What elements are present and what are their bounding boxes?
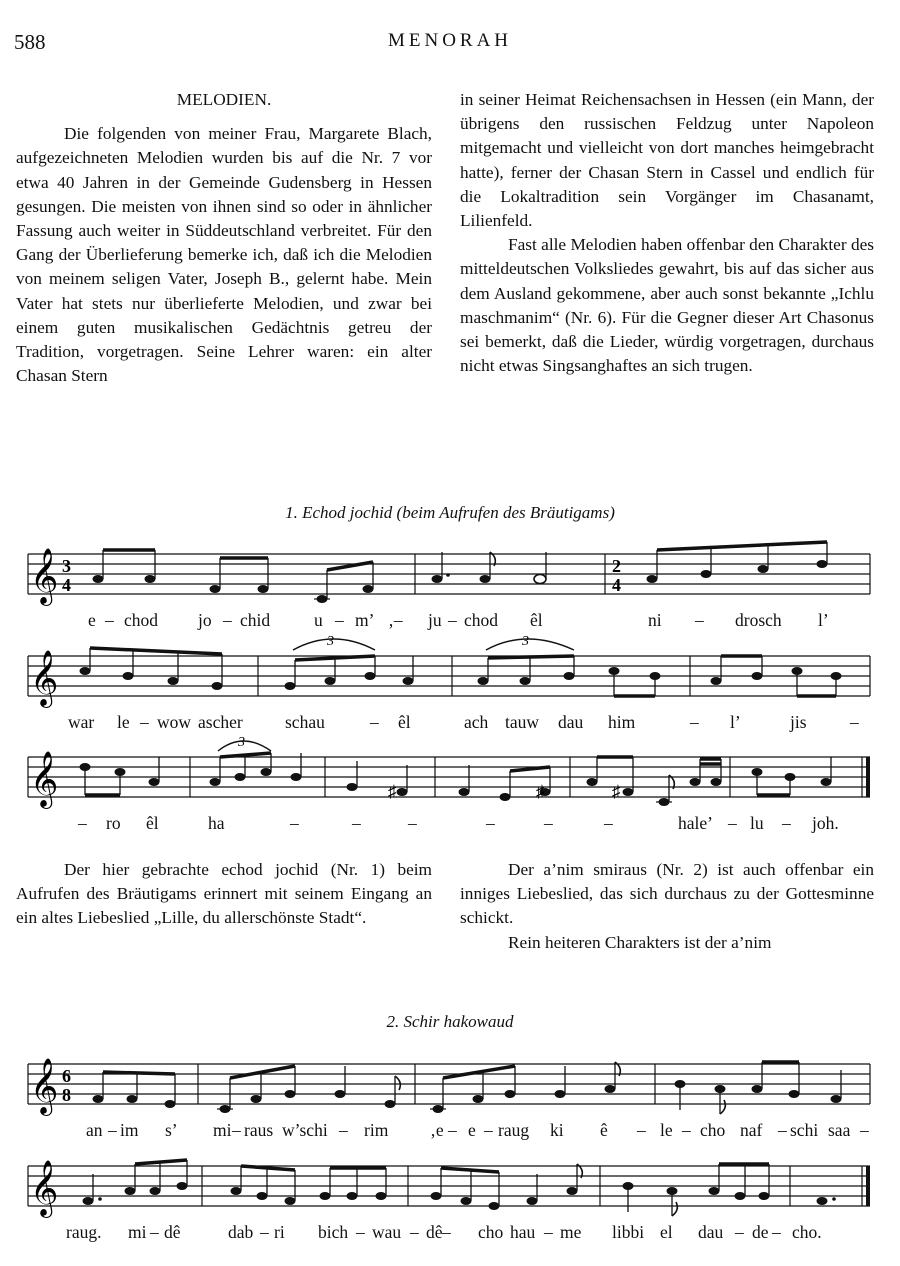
lyric-syllable: wau xyxy=(372,1222,402,1242)
lyric-syllable: – xyxy=(290,813,299,833)
note-head xyxy=(500,793,511,801)
triplet-mark: 3 xyxy=(522,634,529,649)
lyric-syllable: m’ xyxy=(355,610,375,630)
note-head xyxy=(285,1197,296,1205)
treble-clef-icon: 𝄞 xyxy=(30,548,59,604)
note-head xyxy=(235,773,246,781)
lyric-syllable: – xyxy=(370,712,379,732)
final-barline xyxy=(866,1166,870,1206)
note-head xyxy=(432,575,443,583)
note-head xyxy=(752,1085,763,1093)
page-header xyxy=(14,30,886,60)
time-signature-top: 2 xyxy=(612,556,621,576)
lyric-syllable: – xyxy=(637,1120,646,1140)
lyric-syllable: tauw xyxy=(505,712,540,732)
lyric-syllable: cho. xyxy=(792,1222,822,1242)
note-head xyxy=(291,773,302,781)
lyric-syllable: ri xyxy=(274,1222,285,1242)
intro-paragraph-continued: in seiner Heimat Reichensachsen in Hessen (ein Mann, der übrigens den russischen Feldzug unter Napoleon mitgemacht und vielleicht von dort manches heimgebracht hatte), ferner der Chasan Stern in Cassel und endlich für die Lokaltradition sein Vorgänger im Chasanamt, Lilienfeld. xyxy=(460,90,874,231)
note-head xyxy=(587,778,598,786)
lyric-syllable: ach xyxy=(464,712,489,732)
note-head xyxy=(251,1095,262,1103)
staff-mark xyxy=(657,542,827,550)
lyric-syllable: joh. xyxy=(812,813,839,833)
note-head xyxy=(473,1095,484,1103)
lyric-syllable: ni xyxy=(648,610,662,630)
time-signature-top: 6 xyxy=(62,1066,71,1086)
note-head xyxy=(177,1182,188,1190)
lyric-syllable: – xyxy=(352,813,361,833)
slur-or-flag xyxy=(672,1202,677,1216)
intro-paragraph-2: Fast alle Melodien haben offenbar den Charakter des mitteldeutschen Volksliedes gewahrt, bis auf das sicher aus dem Ausland gekommene, aber auch sonst bekannte „Ichlu maschmanim“ (Nr. 6). Für die Gegner dieser Art Chasonus sei bemerkt, daß die Lieder, würdig vorgetragen, durchaus nicht etwas Singsanghaftes an sich trugen. xyxy=(460,235,874,376)
note-head xyxy=(564,672,575,680)
lyric-syllable: ‚– xyxy=(388,610,403,630)
note-head xyxy=(459,788,470,796)
lyric-syllable: – xyxy=(356,1222,365,1242)
lyric-syllable: êl xyxy=(146,813,159,833)
triplet-mark: 3 xyxy=(238,735,245,750)
lyric-syllable: – xyxy=(442,1222,451,1242)
staff-mark xyxy=(135,1160,187,1164)
lyric-syllable: – xyxy=(140,712,149,732)
lyric-syllable: – xyxy=(339,1120,348,1140)
note-head xyxy=(125,1187,136,1195)
lyric-syllable: el xyxy=(660,1222,673,1242)
note-head xyxy=(489,1202,500,1210)
staff-mark xyxy=(327,562,373,570)
note-head xyxy=(93,1095,104,1103)
note-head xyxy=(150,1187,161,1195)
lyric-syllable: w’schi xyxy=(282,1120,328,1140)
note-head xyxy=(690,778,701,786)
lyric-syllable: schi xyxy=(790,1120,819,1140)
note-head xyxy=(711,778,722,786)
treble-clef-icon: 𝄞 xyxy=(30,650,59,706)
staff-mark xyxy=(441,1168,499,1172)
lyric-syllable: dab xyxy=(228,1222,254,1242)
slur-or-flag xyxy=(720,1100,725,1114)
note-head xyxy=(478,677,489,685)
section-title: MELODIEN. xyxy=(176,90,272,109)
text-between-right xyxy=(460,858,874,955)
lyric-syllable: – xyxy=(78,813,87,833)
note-head xyxy=(759,1192,770,1200)
lyric-syllable: naf xyxy=(740,1120,763,1140)
lyric-syllable: êl xyxy=(398,712,411,732)
lyric-syllable: jis xyxy=(790,712,807,732)
lyric-syllable: raus xyxy=(244,1120,274,1140)
lyric-syllable: drosch xyxy=(735,610,782,630)
lyric-syllable: – xyxy=(682,1120,691,1140)
treble-clef-icon: 𝄞 xyxy=(30,1058,59,1114)
lyric-syllable: – xyxy=(860,1120,869,1140)
note-head xyxy=(347,1192,358,1200)
melody-2-lyrics-2 xyxy=(0,1222,900,1248)
lyric-syllable: im xyxy=(120,1120,139,1140)
intro-left-column xyxy=(16,88,432,388)
lyric-syllable: – xyxy=(772,1222,781,1242)
lyric-syllable: – xyxy=(850,712,859,732)
lyric-syllable: bich xyxy=(318,1222,349,1242)
note-head xyxy=(789,1090,800,1098)
lyric-syllable: êl xyxy=(530,610,543,630)
lyric-syllable: l’ xyxy=(818,610,829,630)
note-head xyxy=(709,1187,720,1195)
lyric-syllable: saa xyxy=(828,1120,851,1140)
slur-or-flag xyxy=(486,639,574,650)
lyric-syllable: dê xyxy=(164,1222,181,1242)
slur-or-flag xyxy=(293,639,375,650)
lyric-syllable: schau xyxy=(285,712,325,732)
melody-1-title: 1. Echod jochid (beim Aufrufen des Bräutigams) xyxy=(285,503,615,522)
note-head xyxy=(149,778,160,786)
time-signature-bottom: 4 xyxy=(62,575,71,595)
time-signature-bottom: 8 xyxy=(62,1085,71,1105)
staff-mark xyxy=(230,1066,295,1078)
lyric-syllable: ascher xyxy=(198,712,243,732)
staff-mark xyxy=(90,648,222,654)
melody-1-system-3 xyxy=(0,733,900,853)
lyric-syllable: – xyxy=(728,813,737,833)
lyric-syllable: cho xyxy=(700,1120,726,1140)
lyric-syllable: e xyxy=(468,1120,476,1140)
note-head xyxy=(831,1095,842,1103)
lyric-syllable: ro xyxy=(106,813,121,833)
note-head xyxy=(817,560,828,568)
lyric-syllable: – xyxy=(448,610,457,630)
lyric-syllable: me xyxy=(560,1222,582,1242)
lyric-syllable: raug. xyxy=(66,1222,102,1242)
note-head xyxy=(376,1192,387,1200)
note-head xyxy=(711,677,722,685)
note-head xyxy=(752,672,763,680)
note-head xyxy=(210,585,221,593)
note-head xyxy=(555,1090,566,1098)
melody-2-title: 2. Schir hakowaud xyxy=(386,1012,514,1031)
treble-clef-icon: 𝄞 xyxy=(30,1160,59,1216)
note-head xyxy=(397,788,408,796)
note-head xyxy=(285,1090,296,1098)
lyric-syllable: – xyxy=(150,1222,159,1242)
melody-1-lyrics-3 xyxy=(0,813,900,839)
note-head xyxy=(605,1085,616,1093)
paragraph: Rein heiteren Charakters ist der a’nim xyxy=(508,932,772,952)
note-head xyxy=(261,768,272,776)
lyric-syllable: – xyxy=(690,712,699,732)
lyric-syllable: – xyxy=(260,1222,269,1242)
lyric-syllable: – xyxy=(335,610,344,630)
note-head xyxy=(257,1192,268,1200)
final-barline xyxy=(866,757,870,797)
lyric-syllable: lu xyxy=(750,813,764,833)
lyric-syllable: chod xyxy=(124,610,159,630)
note-head xyxy=(127,1095,138,1103)
staff-mark xyxy=(103,1072,175,1074)
lyric-syllable: – xyxy=(105,610,114,630)
lyric-syllable: – xyxy=(544,1222,553,1242)
note-head xyxy=(505,1090,516,1098)
lyric-syllable: l’ xyxy=(730,712,741,732)
augmentation-dot xyxy=(832,1197,836,1201)
note-head xyxy=(821,778,832,786)
lyric-syllable: e xyxy=(88,610,96,630)
note-head xyxy=(231,1187,242,1195)
lyric-syllable: hau xyxy=(510,1222,536,1242)
note-head xyxy=(385,1100,396,1108)
note-head xyxy=(480,575,491,583)
lyric-syllable: – xyxy=(232,1120,241,1140)
lyric-syllable: – xyxy=(695,610,704,630)
sharp-icon: ♯ xyxy=(612,782,621,801)
note-head xyxy=(461,1197,472,1205)
lyric-syllable: – xyxy=(604,813,613,833)
lyric-syllable: ju xyxy=(428,610,442,630)
running-head: MENORAH xyxy=(387,30,513,51)
sharp-icon: ♯ xyxy=(536,782,545,801)
triplet-mark: 3 xyxy=(327,634,334,649)
lyric-syllable: – xyxy=(223,610,232,630)
paragraph: Der a’nim smiraus (Nr. 2) ist auch offenbar ein inniges Liebeslied, das sich durchaus zu der Gottesminne schickt. xyxy=(460,860,874,928)
lyric-syllable: dê xyxy=(426,1222,443,1242)
note-head xyxy=(735,1192,746,1200)
note-head xyxy=(365,672,376,680)
lyric-syllable: mi xyxy=(128,1222,147,1242)
note-head xyxy=(758,565,769,573)
lyric-syllable: jo xyxy=(198,610,212,630)
lyric-syllable: – xyxy=(410,1222,419,1242)
note-head xyxy=(431,1192,442,1200)
lyric-syllable: an xyxy=(86,1120,103,1140)
augmentation-dot xyxy=(446,573,450,577)
lyric-syllable: – xyxy=(735,1222,744,1242)
note-head xyxy=(212,682,223,690)
note-head xyxy=(83,1197,94,1205)
note-head xyxy=(258,585,269,593)
note-head xyxy=(168,677,179,685)
note-head xyxy=(285,682,296,690)
staff-mark xyxy=(488,656,574,658)
lyric-syllable: hale’ xyxy=(678,813,713,833)
note-head xyxy=(347,783,358,791)
note-head xyxy=(363,585,374,593)
lyric-syllable: le xyxy=(117,712,130,732)
sharp-icon: ♯ xyxy=(388,782,397,801)
note-head xyxy=(123,672,134,680)
lyric-syllable: him xyxy=(608,712,636,732)
lyric-syllable: – xyxy=(778,1120,787,1140)
lyric-syllable: – xyxy=(544,813,553,833)
lyric-syllable: s’ xyxy=(165,1120,178,1140)
lyric-syllable: ‚e xyxy=(430,1120,444,1140)
lyric-syllable: – xyxy=(108,1120,117,1140)
lyric-syllable: war xyxy=(68,712,95,732)
note-head xyxy=(520,677,531,685)
slur-or-flag xyxy=(395,1076,400,1090)
intro-paragraph: Die folgenden von meiner Frau, Margarete Blach, aufgezeichneten Melodien wurden bis auf die Nr. 7 vor etwa 40 Jahren in der Gemeinde Gudensberg in Hessen gesungen. Die meisten von ihnen sind so oder in ähnlicher Fassung auch weiter in Süddeutschland verbreitet. Für den Gang der Überlieferung bemerke ich, daß ich die Melodien von meinem seligen Vater, Joseph B., gelernt habe. Mein Vater hat stets nur überlieferte Melodien, und zwar bei einem guten musikalischen Gedächtnis getreu der Tradition, vorgetragen. Seine Lehrer waren: ein alter Chasan Stern xyxy=(16,124,432,386)
treble-clef-icon: 𝄞 xyxy=(30,751,59,807)
lyric-syllable: – xyxy=(448,1120,457,1140)
note-head xyxy=(527,1197,538,1205)
lyric-syllable: ki xyxy=(550,1120,564,1140)
note-head xyxy=(701,570,712,578)
note-head xyxy=(567,1187,578,1195)
lyric-syllable: – xyxy=(486,813,495,833)
augmentation-dot xyxy=(98,1197,102,1201)
page-number: 588 xyxy=(14,30,46,54)
lyric-syllable: le xyxy=(660,1120,673,1140)
lyric-syllable: raug xyxy=(498,1120,530,1140)
lyric-syllable: – xyxy=(782,813,791,833)
lyric-syllable: – xyxy=(484,1120,493,1140)
lyric-syllable: ha xyxy=(208,813,225,833)
paragraph: Der hier gebrachte echod jochid (Nr. 1) beim Aufrufen des Bräutigams erinnert mit seinem Eingang an ein altes Liebeslied „Lille, du allerschönste Stadt“. xyxy=(16,860,432,928)
note-head xyxy=(534,575,546,584)
lyric-syllable: wow xyxy=(157,712,192,732)
note-head xyxy=(647,575,658,583)
staff-mark xyxy=(443,1066,515,1078)
lyric-syllable: libbi xyxy=(612,1222,645,1242)
lyric-syllable: de xyxy=(752,1222,769,1242)
note-head xyxy=(320,1192,331,1200)
text-between-left xyxy=(16,858,432,931)
lyric-syllable: chid xyxy=(240,610,271,630)
note-head xyxy=(623,788,634,796)
intro-right-column xyxy=(460,88,874,378)
note-head xyxy=(403,677,414,685)
lyric-syllable: dau xyxy=(698,1222,724,1242)
time-signature-top: 3 xyxy=(62,556,71,576)
melody-2-system-2 xyxy=(0,1142,900,1262)
note-head xyxy=(210,778,221,786)
lyric-syllable: dau xyxy=(558,712,584,732)
lyric-syllable: rim xyxy=(364,1120,389,1140)
lyric-syllable: mi xyxy=(213,1120,232,1140)
note-head xyxy=(817,1197,828,1205)
note-head xyxy=(165,1100,176,1108)
lyric-syllable: u xyxy=(314,610,323,630)
note-head xyxy=(335,1090,346,1098)
note-head xyxy=(145,575,156,583)
lyric-syllable: ê xyxy=(600,1120,608,1140)
time-signature-bottom: 4 xyxy=(612,575,621,595)
note-head xyxy=(80,667,91,675)
lyric-syllable: chod xyxy=(464,610,499,630)
note-head xyxy=(93,575,104,583)
lyric-syllable: – xyxy=(408,813,417,833)
lyric-syllable: cho xyxy=(478,1222,504,1242)
note-head xyxy=(325,677,336,685)
